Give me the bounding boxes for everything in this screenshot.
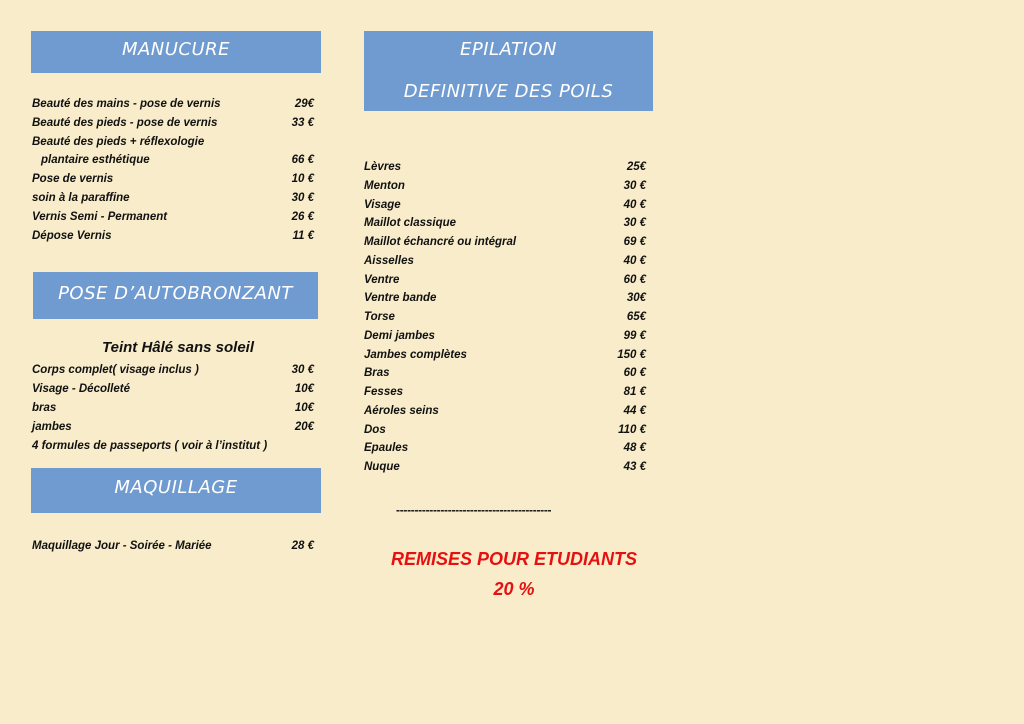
price-row (364, 328, 646, 344)
price-row (32, 381, 314, 397)
price-row-price: 10€ (294, 402, 314, 414)
price-row-label: Visage (364, 198, 401, 211)
price-row-price: 40 € (623, 254, 646, 267)
price-row-price: 110 € (618, 423, 646, 436)
price-row-label: Maillot échancré ou intégral (364, 236, 517, 248)
price-row-label: Beauté des pieds - pose de vernis (32, 116, 218, 129)
price-row (364, 234, 646, 250)
price-row-label: soin à la paraffine (32, 192, 130, 204)
price-row-price: 150 € (617, 348, 646, 361)
price-row-label: Visage - Décolleté (32, 383, 131, 395)
price-row (364, 365, 646, 381)
price-row-label: Corps complet( visage inclus ) (32, 364, 199, 376)
price-row-price: 30 € (623, 179, 646, 192)
price-row (364, 215, 646, 231)
price-row (32, 171, 314, 187)
price-row-price: 81 € (623, 386, 646, 398)
price-row-price: 11 € (292, 229, 314, 242)
price-row (32, 362, 314, 378)
price-row-price: 30 € (291, 364, 314, 376)
price-row-label: Fesses (364, 386, 404, 398)
autobronzant-title: POSE D’AUTOBRONZANT (58, 283, 293, 304)
price-row-price: 65€ (626, 311, 646, 323)
price-row (364, 403, 646, 419)
price-row-price: 25€ (626, 161, 646, 173)
epilation-banner (364, 31, 653, 111)
price-row (364, 347, 646, 363)
price-row (364, 178, 646, 194)
price-row-label: Lèvres (364, 161, 402, 173)
price-row-price: 29€ (294, 98, 314, 110)
epilation-title-line2: DEFINITIVE DES POILS (403, 81, 614, 102)
price-row-label: Nuque (364, 461, 400, 473)
price-row-label: Aéroles seins (364, 404, 439, 417)
price-row (41, 152, 314, 168)
price-row-label: Pose de vernis (32, 173, 114, 186)
price-row-price: 99 € (623, 329, 646, 342)
price-row-price: 30 € (623, 217, 646, 230)
price-row (364, 309, 646, 325)
price-row (364, 290, 646, 306)
price-row-label: Demi jambes (364, 329, 435, 342)
price-row-price: 30€ (626, 292, 646, 305)
price-row-label: Jambes complètes (364, 348, 467, 361)
price-row-price: 40 € (623, 198, 646, 211)
price-row (364, 159, 646, 175)
price-row (32, 190, 314, 206)
epilation-title-line1: EPILATION (459, 39, 557, 60)
student-discount-percent: 20 % (493, 579, 535, 599)
student-discount-text: REMISES POUR ETUDIANTS (390, 549, 638, 569)
manucure-title: MANUCURE (121, 39, 231, 60)
price-row (364, 272, 646, 288)
price-row-label: Maillot classique (364, 217, 457, 230)
price-row (32, 419, 314, 435)
price-row-label: Ventre (364, 273, 400, 286)
price-row (32, 538, 314, 554)
autobronzant-banner (33, 272, 318, 319)
price-row-price: 60 € (623, 273, 646, 286)
price-row-label: Aisselles (364, 254, 414, 267)
price-row-label: Beauté des mains - pose de vernis (32, 98, 221, 110)
price-row-label: Ventre bande (364, 292, 437, 305)
price-row (364, 440, 646, 456)
price-row-price: 10 € (291, 173, 314, 186)
price-row (32, 134, 314, 150)
price-row-label: plantaire esthétique (41, 154, 150, 167)
price-row-price: 26 € (291, 210, 314, 223)
price-row (32, 400, 314, 416)
price-row-price: 43 € (623, 461, 646, 473)
price-row-label: Menton (364, 179, 405, 192)
price-row-label: Maquillage Jour - Soirée - Mariée (32, 540, 212, 552)
price-row (364, 197, 646, 213)
manucure-banner (31, 31, 321, 73)
price-row (32, 209, 314, 225)
price-row-label: Epaules (364, 442, 409, 455)
price-row (32, 96, 314, 112)
price-row-price: 10€ (294, 383, 314, 395)
price-row-price: 20€ (294, 421, 314, 433)
price-row-label: Vernis Semi - Permanent (32, 210, 168, 223)
price-row-price: 69 € (623, 236, 646, 248)
separator-line: ------------------------------------------ (396, 503, 552, 517)
price-row-label: Dépose Vernis (32, 229, 112, 242)
price-row-label: Torse (364, 311, 395, 323)
price-row-price: 28 € (291, 540, 314, 552)
price-row-label: Beauté des pieds + réflexologie (32, 135, 205, 148)
autobronzant-subtitle: Teint Hâlé sans soleil (102, 339, 254, 356)
price-row-price: 33 € (291, 116, 314, 129)
maquillage-title: MAQUILLAGE (114, 477, 238, 498)
price-row (32, 438, 314, 454)
price-row-label: 4 formules de passeports ( voir à l’institut ) (32, 440, 268, 452)
price-row (364, 459, 646, 475)
price-row-price: 60 € (623, 367, 646, 380)
price-row-label: bras (32, 402, 57, 414)
price-row (364, 422, 646, 438)
price-row-price: 44 € (623, 404, 646, 417)
price-row (364, 384, 646, 400)
price-row-price: 30 € (291, 192, 314, 204)
maquillage-banner (31, 468, 321, 513)
price-row-label: Dos (364, 423, 386, 436)
price-row-price: 66 € (291, 154, 314, 167)
price-row (364, 253, 646, 269)
price-row-label: Bras (364, 367, 390, 380)
price-row (32, 228, 314, 244)
price-row (32, 115, 314, 131)
price-row-label: jambes (32, 421, 72, 433)
price-row-price: 48 € (623, 442, 646, 455)
